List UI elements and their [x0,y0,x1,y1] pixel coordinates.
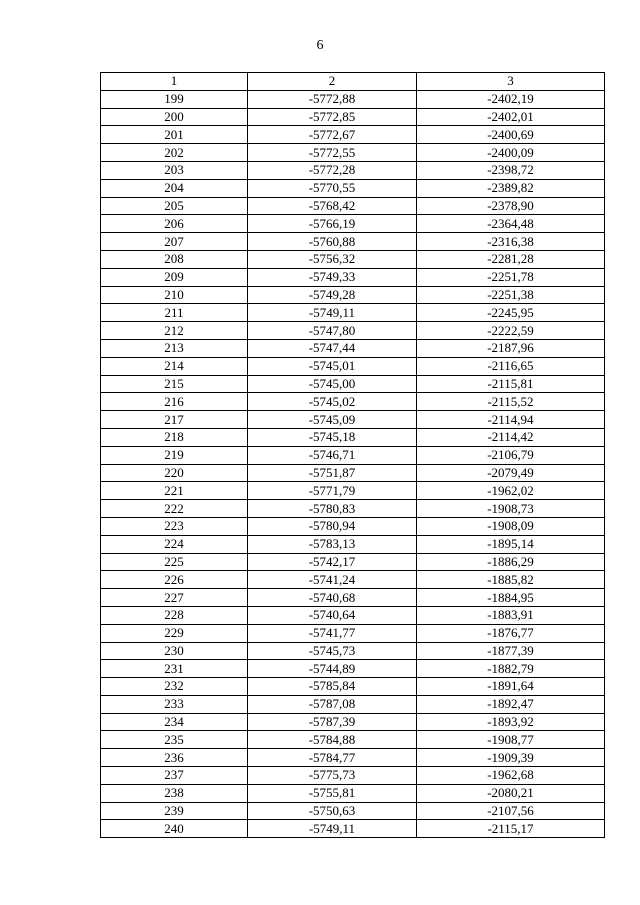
x-coordinate-cell: -5745,73 [248,642,417,660]
y-coordinate-cell: -2400,09 [417,144,605,162]
x-coordinate-cell: -5745,00 [248,375,417,393]
column-header-2: 2 [248,73,417,91]
y-coordinate-cell: -1886,29 [417,553,605,571]
x-coordinate-cell: -5751,87 [248,464,417,482]
table-row [101,517,605,535]
point-number-cell: 206 [101,215,248,233]
y-coordinate-cell: -2398,72 [417,161,605,179]
table-row [101,250,605,268]
point-number-cell: 239 [101,802,248,820]
y-coordinate-cell: -2222,59 [417,322,605,340]
point-number-cell: 221 [101,482,248,500]
point-number-cell: 220 [101,464,248,482]
x-coordinate-cell: -5787,08 [248,695,417,713]
x-coordinate-cell: -5755,81 [248,784,417,802]
table-row [101,535,605,553]
y-coordinate-cell: -1895,14 [417,535,605,553]
x-coordinate-cell: -5749,11 [248,820,417,838]
y-coordinate-cell: -1908,77 [417,731,605,749]
table-row [101,464,605,482]
point-number-cell: 229 [101,624,248,642]
point-number-cell: 222 [101,500,248,518]
table-row [101,482,605,500]
y-coordinate-cell: -2114,94 [417,411,605,429]
table-row [101,767,605,785]
table-row [101,304,605,322]
point-number-cell: 219 [101,446,248,464]
point-number-cell: 230 [101,642,248,660]
y-coordinate-cell: -1876,77 [417,624,605,642]
y-coordinate-cell: -2378,90 [417,197,605,215]
table-row [101,233,605,251]
x-coordinate-cell: -5771,79 [248,482,417,500]
x-coordinate-cell: -5741,24 [248,571,417,589]
table-row [101,161,605,179]
point-number-cell: 200 [101,108,248,126]
point-number-cell: 205 [101,197,248,215]
y-coordinate-cell: -1883,91 [417,606,605,624]
y-coordinate-cell: -2400,69 [417,126,605,144]
y-coordinate-cell: -1908,09 [417,517,605,535]
point-number-cell: 234 [101,713,248,731]
point-number-cell: 240 [101,820,248,838]
point-number-cell: 216 [101,393,248,411]
y-coordinate-cell: -2316,38 [417,233,605,251]
y-coordinate-cell: -2115,81 [417,375,605,393]
y-coordinate-cell: -1885,82 [417,571,605,589]
x-coordinate-cell: -5747,80 [248,322,417,340]
point-number-cell: 207 [101,233,248,251]
y-coordinate-cell: -1882,79 [417,660,605,678]
x-coordinate-cell: -5760,88 [248,233,417,251]
point-number-cell: 204 [101,179,248,197]
point-number-cell: 226 [101,571,248,589]
point-number-cell: 236 [101,749,248,767]
table-row [101,695,605,713]
table-row [101,784,605,802]
x-coordinate-cell: -5745,01 [248,357,417,375]
table-row [101,90,605,108]
x-coordinate-cell: -5745,09 [248,411,417,429]
table-row [101,500,605,518]
table-row [101,215,605,233]
point-number-cell: 233 [101,695,248,713]
point-number-cell: 235 [101,731,248,749]
x-coordinate-cell: -5780,94 [248,517,417,535]
x-coordinate-cell: -5772,28 [248,161,417,179]
point-number-cell: 223 [101,517,248,535]
table-row [101,108,605,126]
y-coordinate-cell: -2187,96 [417,339,605,357]
table-row [101,660,605,678]
x-coordinate-cell: -5784,77 [248,749,417,767]
x-coordinate-cell: -5772,55 [248,144,417,162]
table-row [101,713,605,731]
point-number-cell: 210 [101,286,248,304]
y-coordinate-cell: -2107,56 [417,802,605,820]
y-coordinate-cell: -1908,73 [417,500,605,518]
x-coordinate-cell: -5741,77 [248,624,417,642]
y-coordinate-cell: -2080,21 [417,784,605,802]
x-coordinate-cell: -5740,64 [248,606,417,624]
y-coordinate-cell: -2389,82 [417,179,605,197]
point-number-cell: 215 [101,375,248,393]
table-row [101,553,605,571]
table-header-row [101,73,605,91]
point-number-cell: 214 [101,357,248,375]
x-coordinate-cell: -5747,44 [248,339,417,357]
y-coordinate-cell: -1877,39 [417,642,605,660]
y-coordinate-cell: -1891,64 [417,678,605,696]
point-number-cell: 203 [101,161,248,179]
table-row [101,571,605,589]
table-row [101,286,605,304]
point-number-cell: 212 [101,322,248,340]
table-row [101,624,605,642]
x-coordinate-cell: -5772,88 [248,90,417,108]
y-coordinate-cell: -2079,49 [417,464,605,482]
x-coordinate-cell: -5740,68 [248,589,417,607]
point-number-cell: 201 [101,126,248,144]
x-coordinate-cell: -5772,67 [248,126,417,144]
point-number-cell: 231 [101,660,248,678]
x-coordinate-cell: -5750,63 [248,802,417,820]
x-coordinate-cell: -5775,73 [248,767,417,785]
x-coordinate-cell: -5756,32 [248,250,417,268]
point-number-cell: 208 [101,250,248,268]
x-coordinate-cell: -5749,33 [248,268,417,286]
y-coordinate-cell: -2106,79 [417,446,605,464]
point-number-cell: 202 [101,144,248,162]
x-coordinate-cell: -5742,17 [248,553,417,571]
column-header-1: 1 [101,73,248,91]
x-coordinate-cell: -5785,84 [248,678,417,696]
point-number-cell: 225 [101,553,248,571]
table-row [101,357,605,375]
point-number-cell: 209 [101,268,248,286]
x-coordinate-cell: -5784,88 [248,731,417,749]
table-row [101,802,605,820]
y-coordinate-cell: -2245,95 [417,304,605,322]
table-row [101,731,605,749]
table-row [101,606,605,624]
y-coordinate-cell: -1962,02 [417,482,605,500]
x-coordinate-cell: -5783,13 [248,535,417,553]
y-coordinate-cell: -2251,38 [417,286,605,304]
point-number-cell: 211 [101,304,248,322]
x-coordinate-cell: -5745,18 [248,428,417,446]
point-number-cell: 217 [101,411,248,429]
table-row [101,411,605,429]
point-number-cell: 213 [101,339,248,357]
x-coordinate-cell: -5780,83 [248,500,417,518]
x-coordinate-cell: -5772,85 [248,108,417,126]
y-coordinate-cell: -1962,68 [417,767,605,785]
table-row [101,678,605,696]
x-coordinate-cell: -5787,39 [248,713,417,731]
x-coordinate-cell: -5744,89 [248,660,417,678]
x-coordinate-cell: -5749,11 [248,304,417,322]
table-row [101,144,605,162]
table-row [101,197,605,215]
y-coordinate-cell: -2364,48 [417,215,605,233]
point-number-cell: 218 [101,428,248,446]
table-row [101,749,605,767]
y-coordinate-cell: -2115,17 [417,820,605,838]
table-row [101,642,605,660]
table-body [101,90,605,837]
table-row [101,375,605,393]
x-coordinate-cell: -5766,19 [248,215,417,233]
x-coordinate-cell: -5749,28 [248,286,417,304]
point-number-cell: 224 [101,535,248,553]
y-coordinate-cell: -1884,95 [417,589,605,607]
y-coordinate-cell: -2114,42 [417,428,605,446]
y-coordinate-cell: -2402,19 [417,90,605,108]
table-row [101,126,605,144]
table-row [101,268,605,286]
y-coordinate-cell: -2402,01 [417,108,605,126]
x-coordinate-cell: -5745,02 [248,393,417,411]
page-number: 6 [316,38,324,53]
y-coordinate-cell: -2116,65 [417,357,605,375]
point-number-cell: 227 [101,589,248,607]
y-coordinate-cell: -2251,78 [417,268,605,286]
x-coordinate-cell: -5768,42 [248,197,417,215]
y-coordinate-cell: -2115,52 [417,393,605,411]
y-coordinate-cell: -1909,39 [417,749,605,767]
point-number-cell: 238 [101,784,248,802]
point-number-cell: 237 [101,767,248,785]
coordinates-table [100,72,605,838]
table-row [101,428,605,446]
point-number-cell: 228 [101,606,248,624]
table-row [101,446,605,464]
table-row [101,339,605,357]
table-row [101,322,605,340]
point-number-cell: 232 [101,678,248,696]
table-row [101,393,605,411]
table-row [101,820,605,838]
x-coordinate-cell: -5770,55 [248,179,417,197]
column-header-3: 3 [417,73,605,91]
table-row [101,589,605,607]
table-row [101,179,605,197]
y-coordinate-cell: -2281,28 [417,250,605,268]
point-number-cell: 199 [101,90,248,108]
y-coordinate-cell: -1892,47 [417,695,605,713]
x-coordinate-cell: -5746,71 [248,446,417,464]
y-coordinate-cell: -1893,92 [417,713,605,731]
